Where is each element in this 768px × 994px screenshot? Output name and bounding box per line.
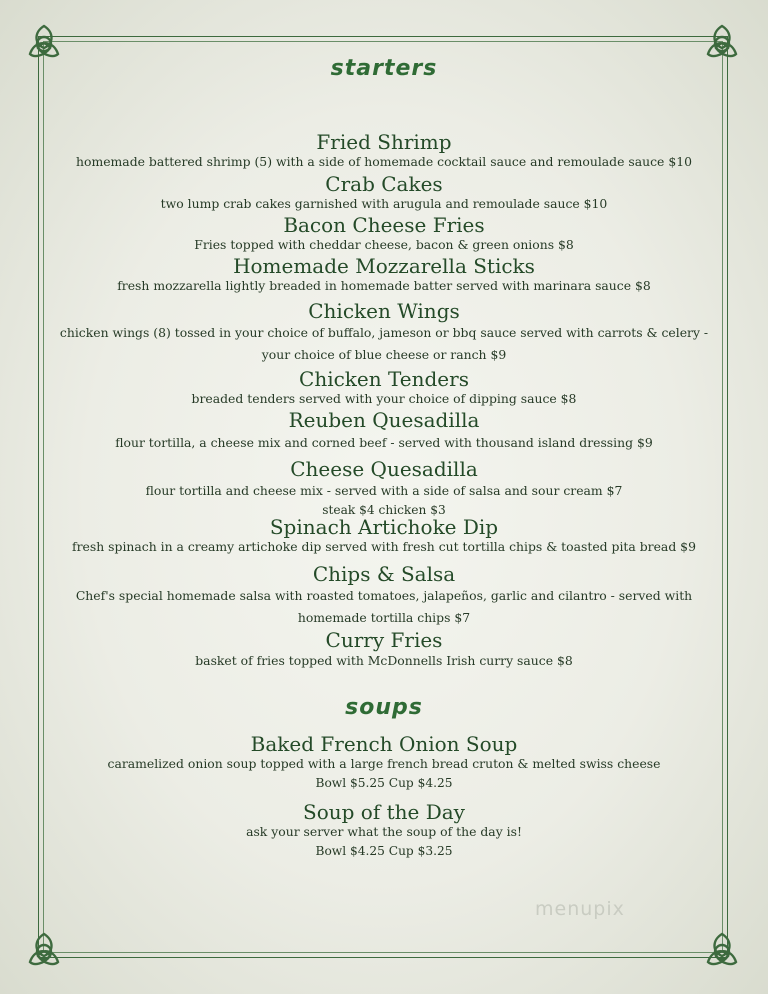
menu-item bbox=[0, 131, 768, 171]
item-name: Baked French Onion Soup bbox=[250, 732, 518, 756]
item-description: basket of fries topped with McDonnells Irish curry sauce $8 bbox=[195, 653, 573, 668]
item-description: Chef's special homemade salsa with roasted tomatoes, jalapeños, garlic and cilantro - served with homemade tortilla chips $7 bbox=[75, 588, 693, 625]
section-title-soups: soups bbox=[345, 695, 423, 720]
item-description: fresh spinach in a creamy artichoke dip served with fresh cut tortilla chips & toasted pita bread $9 bbox=[72, 539, 696, 554]
menu-item bbox=[0, 733, 768, 793]
item-description: Fries topped with cheddar cheese, bacon & green onions $8 bbox=[194, 237, 574, 252]
item-description: breaded tenders served with your choice of dipping sauce $8 bbox=[191, 391, 577, 406]
item-description: flour tortilla, a cheese mix and corned beef - served with thousand island dressing $9 bbox=[115, 435, 653, 450]
celtic-knot-icon bbox=[702, 930, 742, 970]
item-description: chicken wings (8) tossed in your choice of buffalo, jameson or bbq sauce served with carrots & celery - your choice of blue cheese or ranch $9 bbox=[59, 325, 709, 362]
item-description: caramelized onion soup topped with a large french bread cruton & melted swiss cheese bbox=[107, 756, 661, 771]
item-name: Fried Shrimp bbox=[316, 130, 452, 154]
item-name: Cheese Quesadilla bbox=[290, 457, 478, 481]
menu-item bbox=[0, 563, 768, 629]
item-addons: steak $4 chicken $3 bbox=[322, 503, 446, 517]
item-description: two lump crab cakes garnished with arugula and remoulade sauce $10 bbox=[160, 196, 608, 211]
menu-item bbox=[0, 255, 768, 295]
menu-item bbox=[0, 458, 768, 518]
item-description: fresh mozzarella lightly breaded in homemade batter served with marinara sauce $8 bbox=[117, 278, 651, 293]
item-name: Chips & Salsa bbox=[312, 562, 456, 586]
item-name: Curry Fries bbox=[325, 628, 443, 652]
item-price: Bowl $5.25 Cup $4.25 bbox=[315, 776, 453, 790]
menu-item bbox=[0, 409, 768, 455]
section-title-starters: starters bbox=[330, 56, 438, 81]
menu-item bbox=[0, 629, 768, 671]
item-description: homemade battered shrimp (5) with a side of homemade cocktail sauce and remoulade sauce $10 bbox=[76, 154, 692, 169]
watermark-logo: menupix bbox=[535, 898, 625, 920]
celtic-knot-icon bbox=[24, 930, 64, 970]
menu-item bbox=[0, 173, 768, 213]
item-name: Soup of the Day bbox=[303, 800, 465, 824]
item-name: Crab Cakes bbox=[325, 172, 443, 196]
item-name: Spinach Artichoke Dip bbox=[269, 515, 499, 539]
item-description: flour tortilla and cheese mix - served with a side of salsa and sour cream $7 bbox=[145, 483, 623, 498]
menu-item bbox=[0, 300, 768, 366]
item-price: Bowl $4.25 Cup $3.25 bbox=[315, 844, 453, 858]
menu-item bbox=[0, 516, 768, 556]
menu-item bbox=[0, 801, 768, 861]
item-description: ask your server what the soup of the day is! bbox=[246, 824, 522, 839]
item-name: Chicken Tenders bbox=[299, 367, 469, 391]
item-name: Chicken Wings bbox=[308, 299, 460, 323]
item-name: Reuben Quesadilla bbox=[288, 408, 480, 432]
item-name: Homemade Mozzarella Sticks bbox=[233, 254, 535, 278]
menu-item bbox=[0, 214, 768, 254]
menu-item bbox=[0, 368, 768, 408]
item-name: Bacon Cheese Fries bbox=[283, 213, 485, 237]
